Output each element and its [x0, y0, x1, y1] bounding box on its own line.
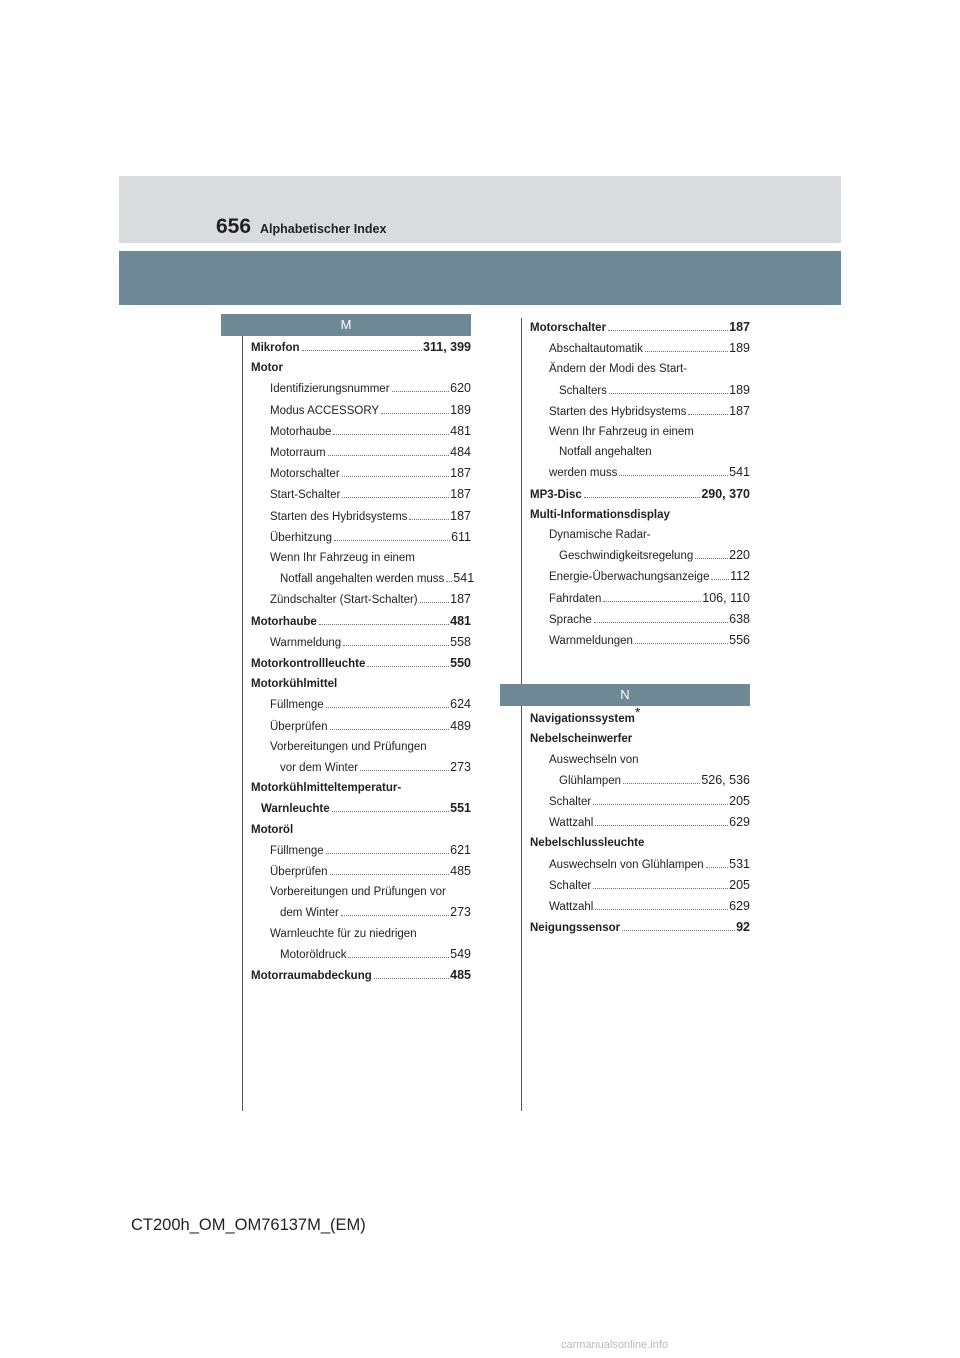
page-ref: 638 [729, 611, 750, 626]
leader-dots [711, 579, 729, 580]
page-ref: 541 [729, 465, 750, 480]
index-entry [530, 588, 750, 609]
index-entry [530, 791, 750, 812]
entry-label: Schalter [549, 796, 592, 809]
document-code: CT200h_OM_OM76137M_(EM) [131, 1216, 366, 1234]
right-index-list-n [530, 704, 750, 938]
index-entry [530, 484, 750, 505]
index-entry [251, 611, 471, 632]
entry-label: Füllmenge [270, 699, 324, 712]
page-ref: 485 [450, 968, 471, 983]
index-entry [251, 840, 471, 861]
page-ref: 187 [450, 508, 471, 523]
leader-dots [584, 497, 701, 498]
entry-label: Motoröldruck [280, 948, 347, 961]
leader-dots [341, 915, 449, 916]
entry-label: Motor [251, 362, 283, 375]
entry-label: Geschwindigkeitsregelung [559, 550, 694, 563]
leader-dots [603, 601, 701, 602]
right-index-list-m [530, 317, 750, 651]
index-entry [251, 442, 471, 463]
entry-label: Vorbereitungen und Prüfungen vor [270, 886, 446, 899]
entry-label: Füllmenge [270, 844, 324, 857]
entry-label: dem Winter [280, 907, 339, 920]
entry-label: Dynamische Radar- [549, 529, 651, 542]
page-ref: 481 [450, 423, 471, 438]
entry-label: Ändern der Modi des Start- [549, 363, 688, 376]
entry-label: Auswechseln von Glühlampen [549, 858, 704, 871]
entry-label: Glühlampen [559, 774, 622, 787]
leader-dots [409, 519, 449, 520]
leader-dots [348, 957, 449, 958]
index-heading [251, 674, 471, 694]
page-ref: 205 [729, 794, 750, 809]
index-heading [251, 820, 471, 840]
leader-dots [342, 497, 449, 498]
page-ref: 489 [450, 718, 471, 733]
entry-label: Modus ACCESSORY [270, 404, 380, 417]
index-entry [530, 812, 750, 833]
entry-label: Identifizierungsnummer [270, 383, 390, 396]
entry-label: Motorschalter [530, 322, 607, 334]
leader-dots [688, 414, 728, 415]
page-ref: 549 [450, 946, 471, 961]
index-entry [251, 965, 471, 986]
index-heading [530, 525, 750, 545]
index-entry [251, 757, 471, 778]
leader-dots [343, 645, 449, 646]
index-entry [251, 694, 471, 715]
leader-dots [334, 540, 450, 541]
leader-dots [367, 666, 449, 667]
entry-label: Motorraum [270, 447, 326, 460]
page-ref: 290, 370 [701, 486, 750, 501]
index-entry [251, 589, 471, 610]
left-column [251, 314, 475, 986]
entry-label: Vorbereitungen und Prüfungen [270, 740, 427, 753]
index-heading [530, 704, 750, 729]
page-ref: 550 [450, 656, 471, 671]
page-ref: 620 [450, 381, 471, 396]
entry-label: Motorhaube [270, 425, 332, 438]
entry-label: Abschaltautomatik [549, 343, 643, 356]
index-entry [251, 421, 471, 442]
page-ref: 205 [729, 877, 750, 892]
page-ref: 481 [450, 613, 471, 628]
entry-label: Überhitzung [270, 531, 333, 544]
page-number: 656 [216, 215, 252, 238]
leader-dots [608, 330, 728, 331]
entry-label: Warnmeldungen [549, 635, 633, 648]
page-ref: 551 [450, 801, 471, 816]
entry-label: Schalters [559, 384, 607, 397]
page-ref: 273 [450, 760, 471, 775]
index-entry [530, 462, 750, 483]
entry-label: Fahrdaten [549, 592, 602, 605]
index-heading [530, 505, 750, 525]
index-entry [530, 854, 750, 875]
entry-label: Energie-Überwachungsanzeige [549, 571, 710, 584]
page-ref: 484 [450, 445, 471, 460]
left-column-rule [242, 318, 243, 1111]
index-entry [530, 338, 750, 359]
entry-label: Überprüfen [270, 720, 328, 733]
leader-dots [594, 622, 728, 623]
leader-dots [302, 350, 422, 351]
entry-label: Motorraumabdeckung [251, 970, 372, 983]
leader-dots [360, 770, 449, 771]
index-entry [251, 400, 471, 421]
index-entry [251, 463, 471, 484]
right-column [530, 317, 750, 938]
entry-label: Auswechseln von [549, 753, 639, 766]
leader-dots [593, 804, 728, 805]
page-ref: 485 [450, 864, 471, 879]
leader-dots [330, 874, 450, 875]
page-ref: 526, 536 [701, 772, 750, 787]
leader-dots [645, 351, 728, 352]
entry-label: Zündschalter (Start-Schalter) [270, 594, 418, 607]
leader-dots [333, 434, 449, 435]
right-column-rule [521, 318, 522, 1111]
index-entry [251, 337, 471, 358]
leader-dots [622, 930, 735, 931]
index-entry [530, 566, 750, 587]
page-ref: 611 [451, 529, 471, 544]
leader-dots [332, 811, 450, 812]
entry-label: Nebelschlussleuchte [530, 837, 645, 850]
leader-dots [342, 476, 449, 477]
leader-dots [595, 825, 728, 826]
entry-label: Notfall angehalten werden muss [280, 573, 445, 586]
index-entry [530, 545, 750, 566]
leader-dots [326, 707, 449, 708]
index-heading [530, 833, 750, 853]
entry-label: Überprüfen [270, 866, 328, 879]
page-ref: 629 [729, 815, 750, 830]
index-entry [251, 484, 471, 505]
entry-label: Neigungssensor [530, 922, 621, 935]
index-entry [251, 378, 471, 399]
entry-label: Wenn Ihr Fahrzeug in einem [270, 552, 415, 565]
leader-dots [328, 455, 450, 456]
index-entry [530, 630, 750, 651]
index-entry [530, 917, 750, 938]
page-ref: 541 [453, 571, 475, 586]
leader-dots [374, 978, 449, 979]
index-entry [251, 944, 471, 965]
page-ref: 187 [729, 403, 750, 418]
leader-dots [381, 413, 449, 414]
index-entry [530, 401, 750, 422]
section-header-n: N [500, 684, 750, 706]
index-entry [251, 716, 471, 737]
entry-label: Motorkühlmittel [251, 678, 338, 691]
index-heading [530, 750, 750, 770]
entry-label: Schalter [549, 879, 592, 892]
page-ref: 624 [450, 697, 471, 712]
leader-dots [392, 391, 450, 392]
leader-dots [330, 729, 450, 730]
leader-dots [635, 643, 728, 644]
entry-label: Starten des Hybridsystems [270, 510, 408, 523]
entry-label: Warnleuchte für zu niedrigen [270, 927, 417, 940]
page-ref: 189 [729, 382, 750, 397]
index-heading [530, 442, 750, 462]
index-entry [530, 317, 750, 338]
entry-label: Motorkühlmitteltemperatur- [251, 782, 402, 795]
page-ref: 187 [729, 320, 750, 334]
index-entry [251, 527, 471, 548]
entry-label: Mikrofon [251, 342, 300, 354]
leader-dots [619, 475, 728, 476]
index-heading [251, 924, 471, 944]
left-index-list [251, 337, 475, 986]
index-entry [251, 798, 471, 819]
page-ref: 220 [729, 548, 750, 563]
footnote-star: * [634, 704, 641, 721]
index-heading [251, 778, 471, 798]
page-ref: 187 [450, 592, 471, 607]
page-ref: 189 [450, 402, 471, 417]
page-ref: 187 [450, 487, 471, 502]
index-entry [251, 653, 471, 674]
entry-label: MP3-Disc [530, 488, 582, 501]
index-entry [530, 875, 750, 896]
index-entry [530, 770, 750, 791]
page-ref: 187 [450, 466, 471, 481]
page-ref: 92 [736, 920, 750, 935]
index-heading [530, 359, 750, 379]
index-entry [530, 380, 750, 401]
leader-dots [695, 558, 728, 559]
entry-label: Motorschalter [270, 468, 340, 481]
index-entry [251, 568, 475, 589]
page-ref: 531 [729, 856, 750, 871]
entry-label: Start-Schalter [270, 489, 341, 502]
entry-label: vor dem Winter [280, 762, 358, 775]
page-title: Alphabetischer Index [260, 222, 387, 236]
entry-label: werden muss [549, 467, 618, 480]
entry-label: Warnmeldung [270, 636, 342, 649]
leader-dots [326, 853, 449, 854]
entry-label: Warnleuchte [261, 803, 330, 816]
page-ref: 189 [729, 341, 750, 356]
index-heading [251, 882, 471, 902]
leader-dots [446, 581, 452, 582]
leader-dots [319, 624, 449, 625]
entry-label: Motoröl [251, 823, 294, 836]
entry-label: Wattzahl [549, 901, 594, 914]
leader-dots [609, 393, 728, 394]
section-header-m: M [221, 314, 471, 336]
index-heading [530, 729, 750, 749]
index-heading [251, 737, 471, 757]
index-entry [530, 609, 750, 630]
index-entry [251, 632, 471, 653]
entry-label: Notfall angehalten [559, 446, 652, 459]
leader-dots [623, 783, 700, 784]
page-ref: 621 [450, 842, 471, 857]
entry-label: Starten des Hybridsystems [549, 405, 687, 418]
page-ref: 106, 110 [702, 590, 750, 605]
page-ref: 311, 399 [423, 340, 471, 354]
entry-label: Multi-Informationsdisplay [530, 508, 670, 521]
entry-label: Nebelscheinwerfer [530, 733, 633, 746]
index-entry [251, 861, 471, 882]
leader-dots [420, 602, 450, 603]
page-ref: 556 [729, 633, 750, 648]
index-entry [251, 902, 471, 923]
watermark: carmanualsonline.info [561, 1339, 669, 1351]
index-heading [530, 422, 750, 442]
entry-label: Motorkontrollleuchte [251, 658, 366, 671]
page-ref: 112 [730, 569, 750, 584]
index-entry [251, 506, 471, 527]
entry-label: Sprache [549, 613, 592, 626]
entry-label: Navigationssystem [530, 713, 635, 726]
index-heading [251, 358, 471, 378]
index-heading [251, 548, 471, 568]
entry-label: Motorhaube [251, 615, 317, 628]
leader-dots [706, 867, 728, 868]
index-entry [530, 896, 750, 917]
leader-dots [595, 909, 728, 910]
entry-label: Wattzahl [549, 817, 594, 830]
page-ref: 273 [450, 905, 471, 920]
page-ref: 629 [729, 899, 750, 914]
header-title-bar [119, 251, 841, 305]
leader-dots [593, 888, 728, 889]
entry-label: Wenn Ihr Fahrzeug in einem [549, 426, 694, 439]
page-ref: 558 [450, 634, 471, 649]
